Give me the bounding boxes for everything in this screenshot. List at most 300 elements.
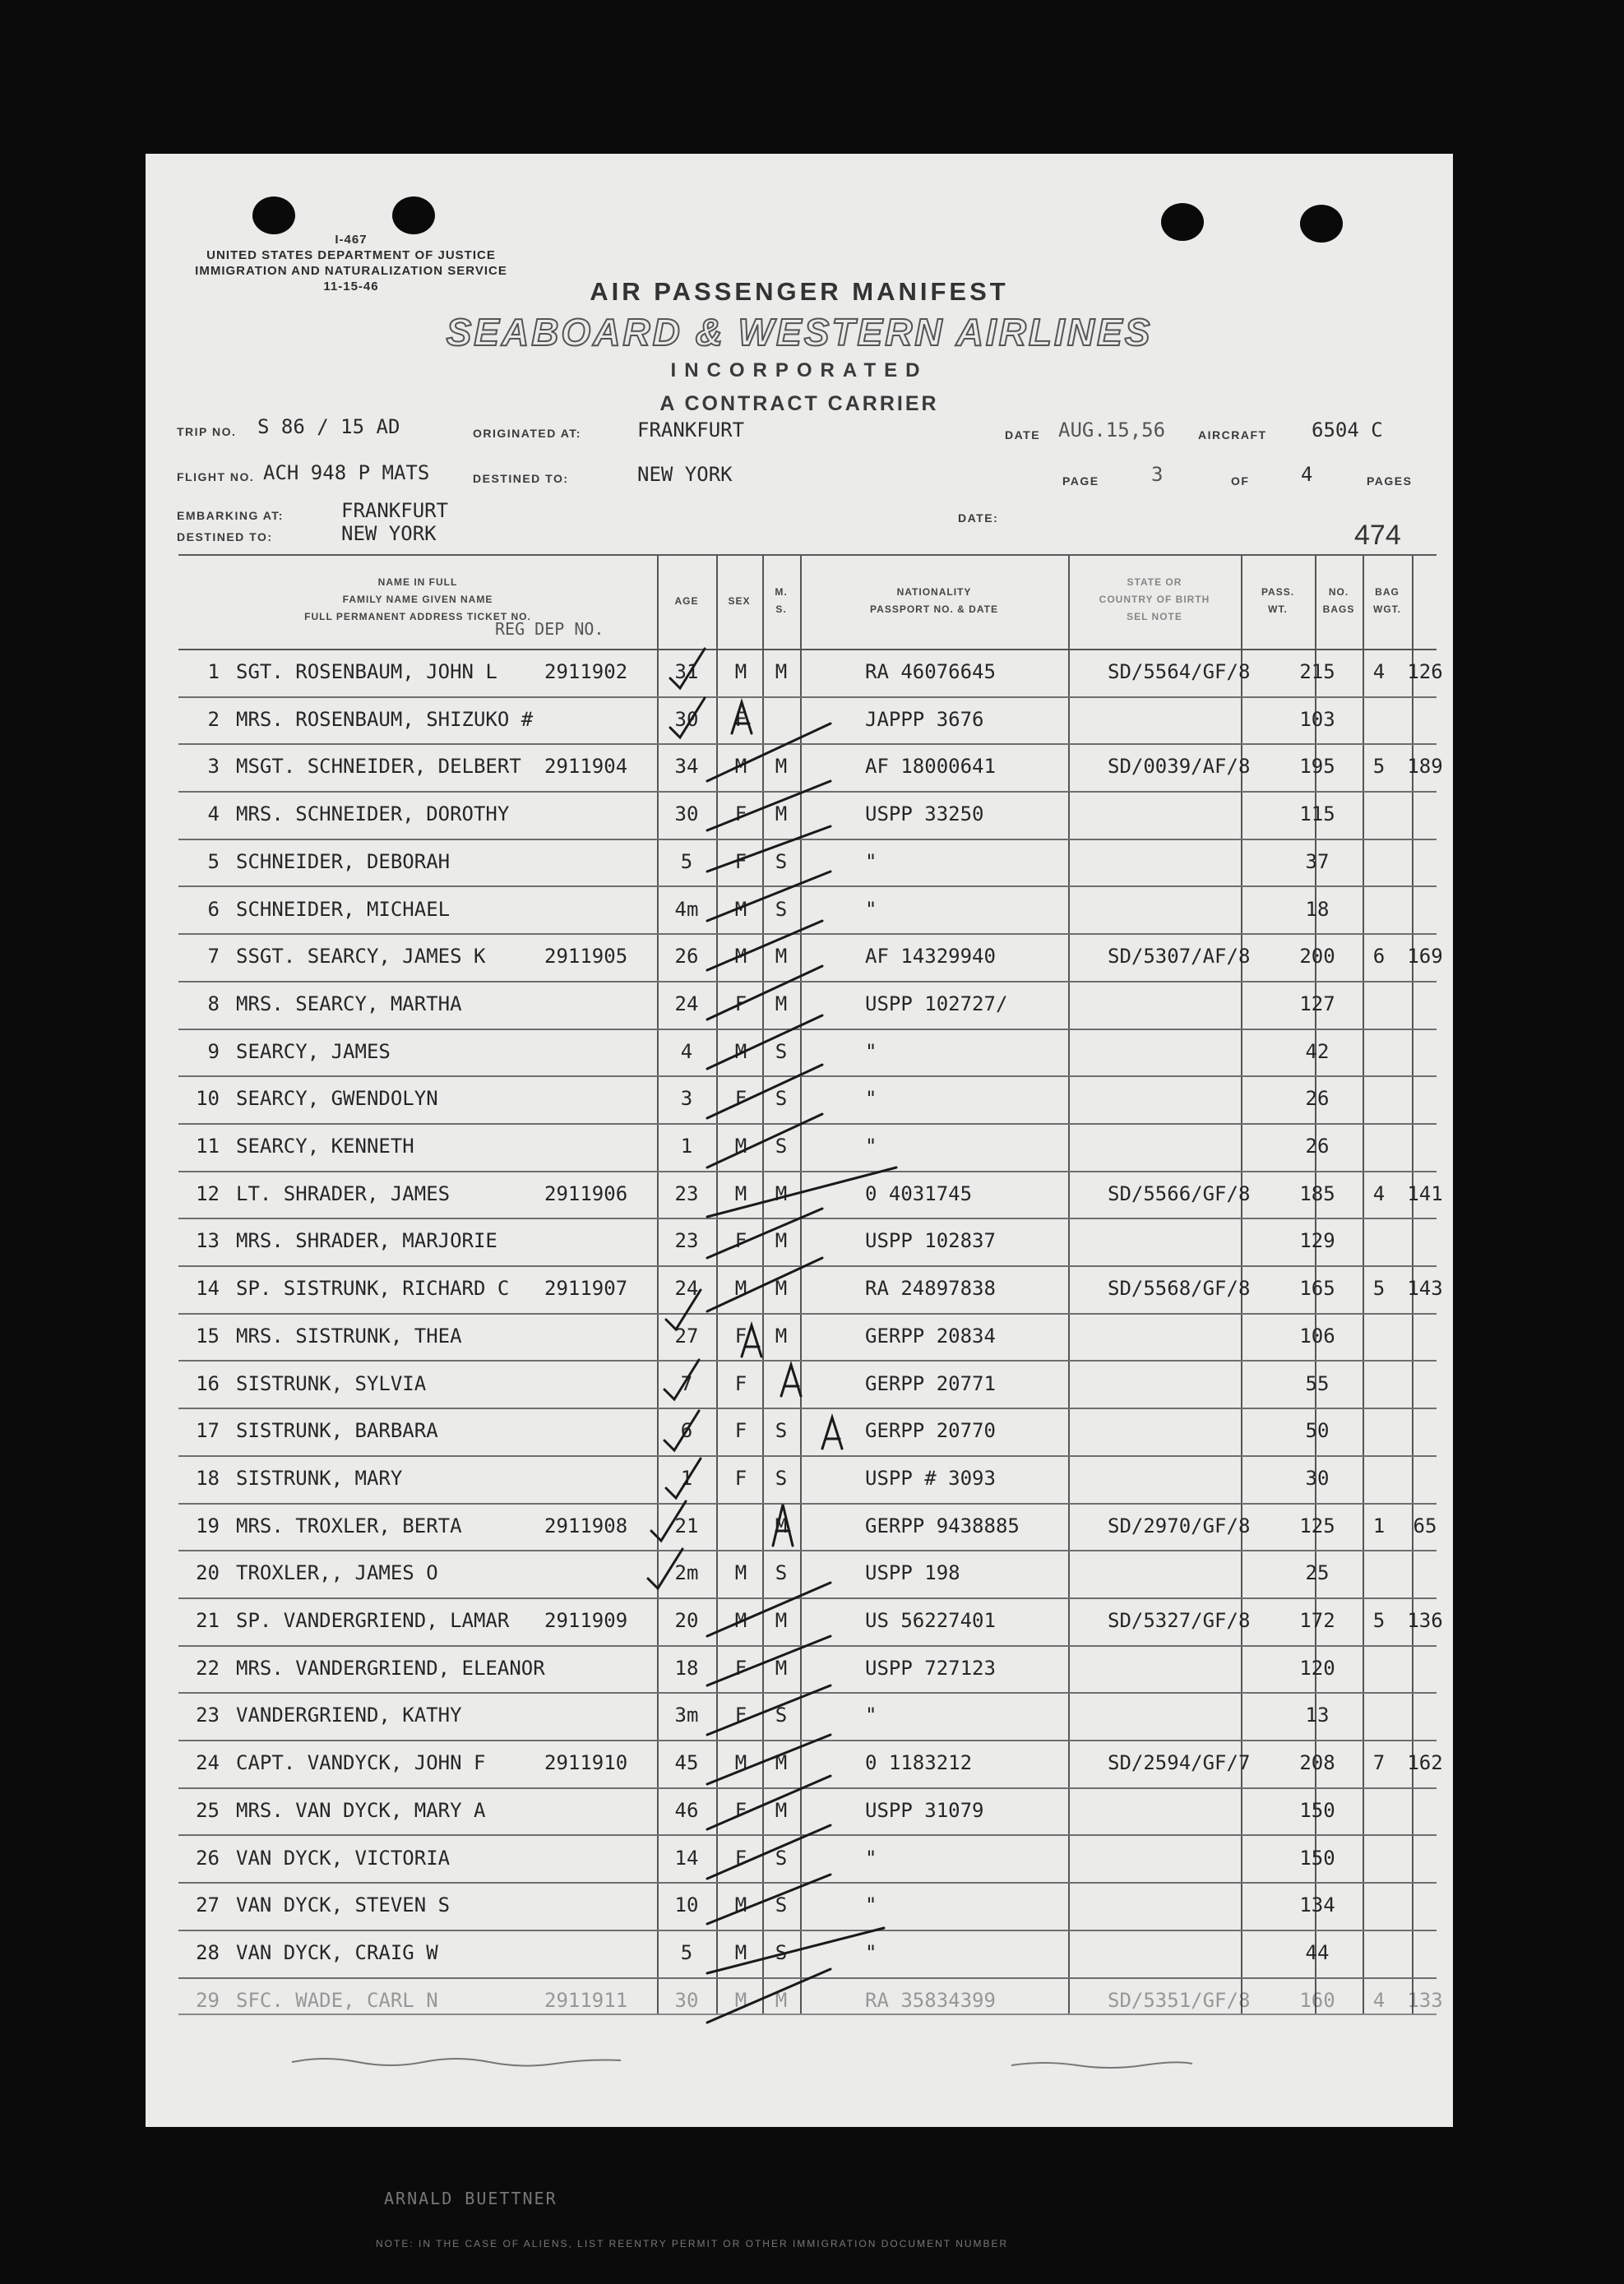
passport-cell: " <box>865 1039 877 1063</box>
passenger-name: SP. VANDERGRIEND, LAMAR <box>236 1609 510 1632</box>
passenger-name: VAN DYCK, STEVEN S <box>236 1893 451 1917</box>
pass-weight-cell: 55 <box>1305 1371 1330 1395</box>
reg-number-note: REG DEP NO. <box>495 619 604 639</box>
age-cell: 26 <box>674 945 699 969</box>
marital-status-cell: S <box>775 1704 788 1727</box>
bag-count-cell: 1 <box>1372 1514 1386 1537</box>
passenger-name: SGT. ROSENBAUM, JOHN L <box>236 660 497 683</box>
pass-weight-cell: 115 <box>1299 802 1335 826</box>
bag-weight-cell: 65 <box>1413 1514 1437 1537</box>
service: IMMIGRATION AND NATURALIZATION SERVICE <box>195 264 507 278</box>
sex-cell: M <box>734 1940 747 1964</box>
passport-cell: " <box>865 1940 877 1964</box>
sex-cell: F <box>734 802 747 826</box>
row-number: 14 <box>196 1277 220 1301</box>
bag-count-cell: 7 <box>1372 1751 1386 1775</box>
pass-weight-cell: 129 <box>1299 1229 1335 1253</box>
table-row <box>178 1882 1437 1931</box>
table-row <box>178 1930 1437 1979</box>
aircraft-label: AIRCRAFT <box>1198 428 1267 442</box>
sex-cell: M <box>734 1893 747 1917</box>
sex-cell: M <box>734 1039 747 1063</box>
pass-weight-cell: 200 <box>1299 945 1335 969</box>
header-nationality: NATIONALITY PASSPORT NO. & DATE <box>870 586 998 615</box>
sex-cell: F <box>734 1087 747 1111</box>
age-cell: 31 <box>674 660 699 683</box>
marital-status-cell: S <box>775 1561 788 1585</box>
sex-cell: M <box>734 897 747 921</box>
row-number: 19 <box>196 1514 220 1537</box>
age-cell: 30 <box>674 1988 699 2012</box>
pass-weight-cell: 125 <box>1299 1514 1335 1537</box>
sex-cell: M <box>734 1181 747 1205</box>
incorporated-text: INCORPORATED <box>670 359 928 381</box>
pass-weight-cell: 160 <box>1299 1988 1335 2012</box>
passenger-name: SCHNEIDER, MICHAEL <box>236 897 451 921</box>
marital-status-cell: S <box>775 1893 788 1917</box>
ticket-number: 2911910 <box>544 1751 628 1775</box>
age-cell: 27 <box>674 1324 699 1348</box>
airline-name: SEABOARD & WESTERN AIRLINES <box>446 311 1153 354</box>
header-birth: STATE OR COUNTRY OF BIRTH SEL NOTE <box>1099 576 1210 622</box>
pass-weight-cell: 172 <box>1299 1609 1335 1632</box>
marital-status-cell: M <box>775 1181 788 1205</box>
sex-cell: M <box>734 1135 747 1158</box>
marital-status-cell: M <box>775 1798 788 1822</box>
marital-status-cell: M <box>775 1609 788 1632</box>
sex-cell: M <box>734 1751 747 1775</box>
sex-cell: F <box>734 849 747 873</box>
marital-status-cell: M <box>775 1988 788 2012</box>
row-number: 24 <box>196 1751 220 1775</box>
ticket-number: 2911905 <box>544 945 628 969</box>
pass-weight-cell: 42 <box>1305 1039 1330 1063</box>
table-row <box>178 1597 1443 1647</box>
passport-cell: GERPP 9438885 <box>865 1514 1020 1537</box>
punch-hole <box>1161 203 1204 241</box>
birth-cell: SD/2970/GF/8 <box>1108 1514 1251 1537</box>
bag-weight-cell: 169 <box>1407 945 1443 969</box>
bag-count-cell: 4 <box>1372 660 1386 683</box>
passenger-name: SFC. WADE, CARL N <box>236 1988 438 2012</box>
ticket-number: 2911909 <box>544 1609 628 1632</box>
sex-cell: F <box>734 1798 747 1822</box>
table-row <box>178 1455 1437 1505</box>
table-row <box>178 1503 1437 1552</box>
ticket-number: 2911911 <box>544 1988 628 2012</box>
pass-weight-cell: 37 <box>1305 849 1330 873</box>
pass-weight-cell: 185 <box>1299 1181 1335 1205</box>
marital-status-cell: S <box>775 897 788 921</box>
pages-label: PAGES <box>1367 474 1413 488</box>
passport-cell: GERPP 20834 <box>865 1324 996 1348</box>
passenger-name: VANDERGRIEND, KATHY <box>236 1704 462 1727</box>
passport-cell: RA 24897838 <box>865 1277 996 1301</box>
table-row <box>178 1692 1437 1741</box>
marital-status-cell: M <box>775 992 788 1015</box>
carrier-type: A CONTRACT CARRIER <box>659 392 939 415</box>
sex-cell: F <box>734 1324 747 1348</box>
sex-cell: M <box>734 1988 747 2012</box>
date-value: AUG.15,56 <box>1058 418 1166 442</box>
row-number: 16 <box>196 1371 220 1395</box>
header-bag-wt: BAG WGT. <box>1373 586 1401 615</box>
header-pass-wt: PASS. WT. <box>1261 586 1295 615</box>
passport-cell: USPP 198 <box>865 1561 960 1585</box>
birth-cell: SD/5564/GF/8 <box>1108 660 1251 683</box>
bag-weight-cell: 133 <box>1407 1988 1443 2012</box>
passport-cell: USPP 33250 <box>865 802 984 826</box>
flight-no-value: ACH 948 P MATS <box>263 461 430 484</box>
sex-cell: F <box>734 1371 747 1395</box>
pass-weight-cell: 26 <box>1305 1135 1330 1158</box>
sex-cell: F <box>734 1656 747 1680</box>
passport-cell: " <box>865 1893 877 1917</box>
marital-status-cell: S <box>775 1419 788 1443</box>
passport-cell: " <box>865 1846 877 1870</box>
sex-cell: M <box>734 1609 747 1632</box>
row-number: 4 <box>207 802 220 826</box>
table-row <box>178 1787 1437 1837</box>
passport-cell: US 56227401 <box>865 1609 996 1632</box>
sex-cell: M <box>734 1277 747 1301</box>
age-cell: 30 <box>674 802 699 826</box>
row-number: 10 <box>196 1087 220 1111</box>
age-cell: 24 <box>674 992 699 1015</box>
table-row <box>178 1835 1437 1884</box>
punch-hole <box>252 196 295 234</box>
birth-cell: SD/2594/GF/7 <box>1108 1751 1251 1775</box>
marital-status-cell: S <box>775 1940 788 1964</box>
flight-no-label: FLIGHT NO. <box>177 470 255 483</box>
table-row <box>178 839 1437 888</box>
punch-hole <box>1300 205 1343 243</box>
of-value: 4 <box>1301 463 1313 486</box>
row-number: 11 <box>196 1135 220 1158</box>
trip-no-value: S 86 / 15 AD <box>257 415 400 438</box>
destined-label: DESTINED TO: <box>473 472 569 485</box>
page-label: PAGE <box>1062 474 1099 488</box>
date-label-2: DATE: <box>958 511 999 525</box>
row-number: 1 <box>207 660 220 683</box>
passport-cell: JAPPP 3676 <box>865 707 984 731</box>
pass-weight-cell: 30 <box>1305 1466 1330 1490</box>
marital-status-cell: S <box>775 1135 788 1158</box>
header-ms: M. S. <box>775 586 788 615</box>
table-row <box>178 1408 1437 1457</box>
age-cell: 1 <box>680 1466 693 1490</box>
marital-status-cell: M <box>775 1324 788 1348</box>
table-row <box>178 649 1443 698</box>
marital-status-cell: S <box>775 1466 788 1490</box>
age-cell: 20 <box>674 1609 699 1632</box>
row-number: 15 <box>196 1324 220 1348</box>
row-number: 18 <box>196 1466 220 1490</box>
footer-note: NOTE: IN THE CASE OF ALIENS, LIST REENTRY PERMIT OR OTHER IMMIGRATION DOCUMENT NUMBER <box>376 2238 1009 2249</box>
signature: ARNALD BUETTNER <box>384 2189 558 2208</box>
age-cell: 46 <box>674 1798 699 1822</box>
age-cell: 3 <box>680 1087 693 1111</box>
row-number: 23 <box>196 1704 220 1727</box>
sex-cell: M <box>734 755 747 779</box>
ticket-number: 2911904 <box>544 755 628 779</box>
table-row <box>178 1313 1437 1362</box>
marital-status-cell: M <box>775 1656 788 1680</box>
passport-cell: " <box>865 897 877 921</box>
row-number: 25 <box>196 1798 220 1822</box>
passenger-name: SEARCY, JAMES <box>236 1039 391 1063</box>
aircraft-value: 6504 C <box>1312 418 1383 442</box>
row-number: 13 <box>196 1229 220 1253</box>
passenger-name: SCHNEIDER, DEBORAH <box>236 849 451 873</box>
marital-status-cell: M <box>775 1514 788 1537</box>
marital-status-cell: M <box>775 802 788 826</box>
sex-cell: F <box>734 1704 747 1727</box>
row-number: 17 <box>196 1419 220 1443</box>
passport-cell: RA 35834399 <box>865 1988 996 2012</box>
pass-weight-cell: 13 <box>1305 1704 1330 1727</box>
embarking-label: EMBARKING AT: <box>177 509 284 522</box>
marital-status-cell: M <box>775 945 788 969</box>
page-value: 3 <box>1151 463 1164 486</box>
birth-cell: SD/5566/GF/8 <box>1108 1181 1251 1205</box>
sex-cell: F <box>734 707 747 731</box>
file-number: 474 <box>1354 520 1401 551</box>
date-label: DATE <box>1005 428 1041 442</box>
table-row <box>178 886 1437 936</box>
ticket-number: 2911906 <box>544 1181 628 1205</box>
passport-cell: USPP 727123 <box>865 1656 996 1680</box>
passport-cell: GERPP 20771 <box>865 1371 996 1395</box>
birth-cell: SD/5351/GF/8 <box>1108 1988 1251 2012</box>
row-number: 12 <box>196 1181 220 1205</box>
ticket-number: 2911907 <box>544 1277 628 1301</box>
row-number: 20 <box>196 1561 220 1585</box>
passenger-name: SEARCY, GWENDOLYN <box>236 1087 438 1111</box>
table-header <box>178 556 1437 650</box>
bag-count-cell: 4 <box>1372 1181 1386 1205</box>
row-number: 3 <box>207 755 220 779</box>
row-number: 28 <box>196 1940 220 1964</box>
bag-weight-cell: 141 <box>1407 1181 1443 1205</box>
passenger-name: SISTRUNK, MARY <box>236 1466 403 1490</box>
bag-weight-cell: 162 <box>1407 1751 1443 1775</box>
sex-cell: F <box>734 1229 747 1253</box>
trip-no-label: TRIP NO. <box>177 425 237 438</box>
destined-label-2: DESTINED TO: <box>177 530 273 543</box>
birth-cell: SD/5327/GF/8 <box>1108 1609 1251 1632</box>
age-cell: 34 <box>674 755 699 779</box>
sex-cell: F <box>734 992 747 1015</box>
table-row <box>178 1075 1437 1125</box>
passport-cell: " <box>865 849 877 873</box>
passport-cell: 0 4031745 <box>865 1181 973 1205</box>
sex-cell: F <box>734 1419 747 1443</box>
table-row <box>178 1361 1437 1410</box>
age-cell: 1 <box>680 1135 693 1158</box>
passenger-name: CAPT. VANDYCK, JOHN F <box>236 1751 486 1775</box>
marital-status-cell: M <box>775 755 788 779</box>
pass-weight-cell: 208 <box>1299 1751 1335 1775</box>
bag-weight-cell: 126 <box>1407 660 1443 683</box>
passport-cell: 0 1183212 <box>865 1751 973 1775</box>
passport-cell: AF 18000641 <box>865 755 996 779</box>
row-number: 5 <box>207 849 220 873</box>
passenger-name: LT. SHRADER, JAMES <box>236 1181 451 1205</box>
pass-weight-cell: 150 <box>1299 1846 1335 1870</box>
destined-value-2: NEW YORK <box>341 522 437 545</box>
age-cell: 4 <box>680 1039 693 1063</box>
manifest-title: AIR PASSENGER MANIFEST <box>590 277 1009 306</box>
marital-status-cell: S <box>775 1087 788 1111</box>
row-number: 29 <box>196 1988 220 2012</box>
pass-weight-cell: 18 <box>1305 897 1330 921</box>
originated-value: FRANKFURT <box>637 418 745 442</box>
table-row <box>178 981 1437 1030</box>
pass-weight-cell: 215 <box>1299 660 1335 683</box>
ticket-number: 2911908 <box>544 1514 628 1537</box>
table-row <box>178 1740 1443 1789</box>
table-row <box>178 1171 1443 1220</box>
birth-cell: SD/5568/GF/8 <box>1108 1277 1251 1301</box>
age-cell: 6 <box>680 1419 693 1443</box>
passenger-name: VAN DYCK, VICTORIA <box>236 1846 451 1870</box>
pass-weight-cell: 106 <box>1299 1324 1335 1348</box>
bag-count-cell: 5 <box>1372 755 1386 779</box>
sex-cell: F <box>734 1466 747 1490</box>
row-number: 22 <box>196 1656 220 1680</box>
birth-cell: SD/5307/AF/8 <box>1108 945 1251 969</box>
age-cell: 2m <box>674 1561 699 1585</box>
bag-weight-cell: 143 <box>1407 1277 1443 1301</box>
passenger-name: TROXLER,, JAMES O <box>236 1561 438 1585</box>
passport-cell: USPP 102837 <box>865 1229 996 1253</box>
age-cell: 5 <box>680 1940 693 1964</box>
pass-weight-cell: 25 <box>1305 1561 1330 1585</box>
sex-cell: F <box>734 1846 747 1870</box>
row-number: 9 <box>207 1039 220 1063</box>
ticket-number: 2911902 <box>544 660 628 683</box>
passport-cell: " <box>865 1135 877 1158</box>
passenger-name: MRS. SCHNEIDER, DOROTHY <box>236 802 510 826</box>
age-cell: 23 <box>674 1229 699 1253</box>
department: UNITED STATES DEPARTMENT OF JUSTICE <box>206 248 496 262</box>
marital-status-cell: M <box>775 1277 788 1301</box>
pass-weight-cell: 150 <box>1299 1798 1335 1822</box>
pass-weight-cell: 195 <box>1299 755 1335 779</box>
pass-weight-cell: 127 <box>1299 992 1335 1015</box>
table-row <box>178 1977 1443 2025</box>
pass-weight-cell: 26 <box>1305 1087 1330 1111</box>
age-cell: 18 <box>674 1656 699 1680</box>
pass-weight-cell: 44 <box>1305 1940 1330 1964</box>
passenger-name: SISTRUNK, BARBARA <box>236 1419 438 1443</box>
header-bags: NO. BAGS <box>1322 586 1355 615</box>
row-number: 27 <box>196 1893 220 1917</box>
passenger-name: SSGT. SEARCY, JAMES K <box>236 945 486 969</box>
table-row <box>178 1218 1437 1267</box>
row-number: 21 <box>196 1609 220 1632</box>
age-cell: 21 <box>674 1514 699 1537</box>
originated-label: ORIGINATED AT: <box>473 427 581 440</box>
destined-value: NEW YORK <box>637 463 733 486</box>
table-row <box>178 791 1437 840</box>
table-row <box>178 1550 1437 1599</box>
passenger-name: VAN DYCK, CRAIG W <box>236 1940 438 1964</box>
of-label: OF <box>1231 474 1250 488</box>
pass-weight-cell: 165 <box>1299 1277 1335 1301</box>
manifest-sheet <box>146 154 1453 2249</box>
passenger-name: SISTRUNK, SYLVIA <box>236 1371 427 1395</box>
bag-count-cell: 5 <box>1372 1277 1386 1301</box>
header-name: NAME IN FULL FAMILY NAME GIVEN NAME FULL PERMANENT ADDRESS TICKET NO. <box>304 576 531 622</box>
bag-weight-cell: 136 <box>1407 1609 1443 1632</box>
age-cell: 30 <box>674 707 699 731</box>
sex-cell: M <box>734 660 747 683</box>
pass-weight-cell: 50 <box>1305 1419 1330 1443</box>
age-cell: 23 <box>674 1181 699 1205</box>
sex-cell: M <box>734 1561 747 1585</box>
passenger-name: MRS. SEARCY, MARTHA <box>236 992 462 1015</box>
marital-status-cell: M <box>775 1751 788 1775</box>
table-row <box>178 1123 1437 1172</box>
header-age: AGE <box>674 595 699 607</box>
bag-count-cell: 4 <box>1372 1988 1386 2012</box>
age-cell: 5 <box>680 849 693 873</box>
marital-status-cell: S <box>775 1039 788 1063</box>
passport-cell: AF 14329940 <box>865 945 996 969</box>
age-cell: 24 <box>674 1277 699 1301</box>
age-cell: 7 <box>680 1371 693 1395</box>
age-cell: 3m <box>674 1704 699 1727</box>
table-row <box>178 1029 1437 1078</box>
pass-weight-cell: 103 <box>1299 707 1335 731</box>
bag-weight-cell: 189 <box>1407 755 1443 779</box>
birth-cell: SD/0039/AF/8 <box>1108 755 1251 779</box>
header-sex: SEX <box>728 595 751 607</box>
passport-cell: USPP 102727/ <box>865 992 1008 1015</box>
passport-cell: " <box>865 1087 877 1111</box>
age-cell: 45 <box>674 1751 699 1775</box>
table-row <box>178 1645 1437 1695</box>
row-number: 6 <box>207 897 220 921</box>
passenger-name: MRS. ROSENBAUM, SHIZUKO # <box>236 707 534 731</box>
bag-count-cell: 5 <box>1372 1609 1386 1632</box>
passenger-name: MSGT. SCHNEIDER, DELBERT <box>236 755 521 779</box>
form-number: I-467 <box>335 233 368 247</box>
passport-cell: USPP 31079 <box>865 1798 984 1822</box>
table-row <box>178 1265 1443 1315</box>
embarking-value: FRANKFURT <box>341 499 449 522</box>
row-number: 8 <box>207 992 220 1015</box>
row-number: 2 <box>207 707 220 731</box>
passenger-name: SEARCY, KENNETH <box>236 1135 414 1158</box>
passport-cell: GERPP 20770 <box>865 1419 996 1443</box>
marital-status-cell: S <box>775 1846 788 1870</box>
age-cell: 4m <box>674 897 699 921</box>
form-date: 11-15-46 <box>323 280 379 294</box>
passenger-name: MRS. TROXLER, BERTA <box>236 1514 462 1537</box>
punch-hole <box>392 196 435 234</box>
table-row <box>178 696 1437 746</box>
passport-cell: RA 46076645 <box>865 660 996 683</box>
passenger-name: MRS. SISTRUNK, THEA <box>236 1324 462 1348</box>
age-cell: 10 <box>674 1893 699 1917</box>
passport-cell: " <box>865 1704 877 1727</box>
passenger-name: MRS. VANDERGRIEND, ELEANOR <box>236 1656 545 1680</box>
pass-weight-cell: 134 <box>1299 1893 1335 1917</box>
passenger-name: MRS. SHRADER, MARJORIE <box>236 1229 497 1253</box>
